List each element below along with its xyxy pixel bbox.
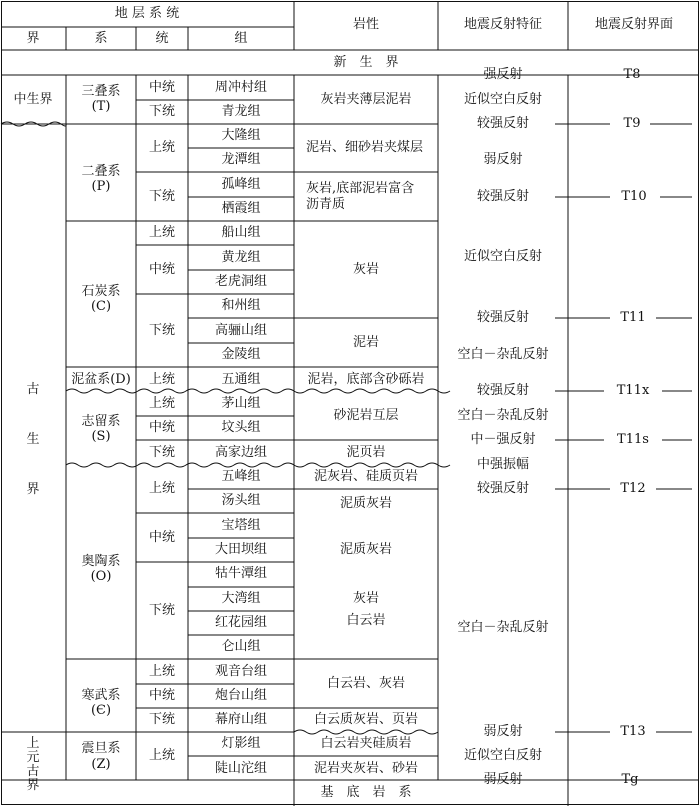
formation: 仑山组 bbox=[221, 639, 261, 654]
formation: 五通组 bbox=[221, 372, 261, 387]
lithology-permian-upper: 泥岩、细砂岩夹煤层 bbox=[306, 140, 424, 155]
basement-label: 基 底 岩 系 bbox=[320, 785, 412, 800]
cenozoic-label: 新 生 界 bbox=[333, 55, 399, 70]
formation: 大湾组 bbox=[221, 591, 261, 606]
formation: 黄龙组 bbox=[221, 250, 261, 265]
seismic-feature: 弱反射 bbox=[483, 152, 523, 167]
interface-label: Tg bbox=[621, 772, 639, 787]
formation: 牯牛潭组 bbox=[214, 566, 268, 581]
formation: 老虎洞组 bbox=[214, 274, 268, 289]
interface-label: T11s bbox=[617, 432, 649, 447]
series-z-up: 上统 bbox=[148, 748, 176, 763]
lithology-silurian-upper: 砂泥岩互层 bbox=[333, 408, 399, 423]
formation: 陡山沱组 bbox=[214, 761, 268, 776]
lithology-carboniferous-lower: 泥岩 bbox=[352, 335, 380, 350]
system-triassic-code: (T) bbox=[91, 99, 111, 114]
interface-label: T11x bbox=[616, 383, 650, 398]
series-c-mid: 中统 bbox=[148, 262, 176, 277]
era-paleozoic-2: 生 bbox=[26, 432, 40, 447]
header-strata-system: 地 层 系 统 bbox=[114, 6, 180, 21]
series-c-low: 下统 bbox=[148, 323, 176, 338]
header-tong: 统 bbox=[155, 31, 169, 46]
formation: 青龙组 bbox=[221, 104, 261, 119]
system-triassic: 三叠系 bbox=[81, 84, 121, 99]
lithology-triassic: 灰岩夹薄层泥岩 bbox=[320, 92, 412, 107]
header-seismic-feature: 地震反射特征 bbox=[463, 17, 543, 32]
formation: 龙潭组 bbox=[221, 152, 261, 167]
system-permian-code: (P) bbox=[91, 179, 111, 194]
system-carboniferous-code: (C) bbox=[90, 299, 112, 314]
series-e-up: 上统 bbox=[148, 664, 176, 679]
lithology-carboniferous-upper: 灰岩 bbox=[352, 262, 380, 277]
formation: 和州组 bbox=[221, 298, 261, 313]
system-silurian-code: (S) bbox=[91, 429, 111, 444]
header-xi: 系 bbox=[94, 31, 108, 46]
series-o-low: 下统 bbox=[148, 603, 176, 618]
formation: 孤峰组 bbox=[221, 177, 261, 192]
seismic-feature: 弱反射 bbox=[483, 724, 523, 739]
seismic-feature: 中－强反射 bbox=[470, 432, 536, 447]
seismic-feature: 中强振幅 bbox=[476, 457, 530, 472]
lithology-ordovician-middle: 泥质灰岩 bbox=[339, 542, 393, 557]
formation: 幕府山组 bbox=[214, 712, 268, 727]
lithology-silurian-lower: 泥页岩 bbox=[346, 445, 386, 460]
system-permian: 二叠系 bbox=[81, 164, 121, 179]
lithology-ordovician-lower-2: 白云岩 bbox=[346, 613, 386, 628]
series-e-mid: 中统 bbox=[148, 688, 176, 703]
era-proterozoic-4: 界 bbox=[26, 778, 40, 793]
seismic-feature: 较强反射 bbox=[476, 481, 530, 496]
series-e-low: 下统 bbox=[148, 712, 176, 727]
era-proterozoic-1: 上 bbox=[26, 736, 40, 751]
system-carboniferous: 石炭系 bbox=[81, 284, 121, 299]
formation: 船山组 bbox=[221, 225, 261, 240]
system-silurian: 志留系 bbox=[81, 414, 121, 429]
system-sinian-code: (Z) bbox=[91, 757, 111, 772]
era-paleozoic-1: 古 bbox=[26, 382, 40, 397]
system-devonian: 泥盆系(D) bbox=[71, 372, 131, 387]
lithology-cambrian-upper: 白云岩、灰岩 bbox=[326, 676, 406, 691]
interface-label: T10 bbox=[621, 189, 647, 204]
header-jie: 界 bbox=[26, 31, 40, 46]
header-zu: 组 bbox=[234, 31, 248, 46]
era-proterozoic-2: 元 bbox=[26, 750, 40, 765]
lithology-dengying: 白云岩夹硅质岩 bbox=[320, 736, 412, 751]
seismic-feature: 近似空白反射 bbox=[463, 249, 543, 264]
system-ordovician-code: (O) bbox=[90, 569, 112, 584]
formation: 汤头组 bbox=[221, 493, 261, 508]
seismic-feature: 较强反射 bbox=[476, 116, 530, 131]
series-t-low: 下统 bbox=[148, 104, 176, 119]
lithology-wufeng: 泥灰岩、硅质页岩 bbox=[313, 469, 419, 484]
formation: 大隆组 bbox=[221, 128, 261, 143]
era-mesozoic: 中生界 bbox=[13, 92, 53, 107]
seismic-feature: 较强反射 bbox=[476, 310, 530, 325]
series-p-low: 下统 bbox=[148, 189, 176, 204]
formation: 周冲村组 bbox=[214, 80, 268, 95]
system-ordovician: 奥陶系 bbox=[81, 554, 121, 569]
seismic-feature: 近似空白反射 bbox=[463, 92, 543, 107]
series-o-mid: 中统 bbox=[148, 530, 176, 545]
formation: 栖霞组 bbox=[221, 201, 261, 216]
formation: 高骊山组 bbox=[214, 323, 268, 338]
lithology-ordovician-lower-1: 灰岩 bbox=[352, 591, 380, 606]
series-t-mid: 中统 bbox=[148, 80, 176, 95]
header-reflection-interface: 地震反射界面 bbox=[594, 17, 674, 32]
series-c-up: 上统 bbox=[148, 225, 176, 240]
interface-label: T8 bbox=[623, 67, 641, 82]
formation: 五峰组 bbox=[221, 469, 261, 484]
interface-label: T13 bbox=[620, 724, 646, 739]
formation: 金陵组 bbox=[221, 347, 261, 362]
lithology-doushantuo: 泥岩夹灰岩、砂岩 bbox=[313, 761, 419, 776]
formation: 坟头组 bbox=[221, 420, 261, 435]
series-s-up: 上统 bbox=[148, 396, 176, 411]
system-cambrian-code: (Є) bbox=[90, 703, 112, 718]
interface-label: T12 bbox=[620, 481, 646, 496]
lithology-cambrian-lower: 白云质灰岩、页岩 bbox=[313, 712, 419, 727]
interface-label: T11 bbox=[620, 310, 646, 325]
formation: 红花园组 bbox=[214, 615, 268, 630]
era-paleozoic-3: 界 bbox=[26, 482, 40, 497]
formation: 大田坝组 bbox=[214, 542, 268, 557]
seismic-feature: 弱反射 bbox=[483, 772, 523, 787]
seismic-feature: 空白－杂乱反射 bbox=[457, 408, 549, 423]
formation: 观音台组 bbox=[214, 664, 268, 679]
era-proterozoic-3: 古 bbox=[26, 764, 40, 779]
series-o-up: 上统 bbox=[148, 481, 176, 496]
interface-label: T9 bbox=[623, 116, 641, 131]
lithology-permian-lower: 灰岩,底部泥岩富含沥青质 bbox=[306, 181, 415, 212]
seismic-feature: 较强反射 bbox=[476, 189, 530, 204]
formation: 高家边组 bbox=[214, 445, 268, 460]
formation: 茅山组 bbox=[221, 396, 261, 411]
system-cambrian: 寒武系 bbox=[81, 688, 121, 703]
seismic-feature: 近似空白反射 bbox=[463, 748, 543, 763]
formation: 宝塔组 bbox=[221, 518, 261, 533]
seismic-feature: 空白－杂乱反射 bbox=[457, 620, 549, 635]
formation: 灯影组 bbox=[221, 736, 261, 751]
series-p-up: 上统 bbox=[148, 140, 176, 155]
seismic-feature: 空白－杂乱反射 bbox=[457, 347, 549, 362]
header-lithology: 岩性 bbox=[352, 17, 380, 32]
system-sinian: 震旦系 bbox=[81, 741, 121, 756]
seismic-feature: 较强反射 bbox=[476, 383, 530, 398]
series-d-up: 上统 bbox=[148, 372, 176, 387]
seismic-feature: 强反射 bbox=[483, 67, 523, 82]
series-s-mid: 中统 bbox=[148, 420, 176, 435]
lithology-devonian: 泥岩，底部含砂砾岩 bbox=[307, 372, 425, 387]
series-s-low: 下统 bbox=[148, 445, 176, 460]
formation: 炮台山组 bbox=[214, 688, 268, 703]
lithology-tangtou: 泥质灰岩 bbox=[339, 496, 393, 511]
